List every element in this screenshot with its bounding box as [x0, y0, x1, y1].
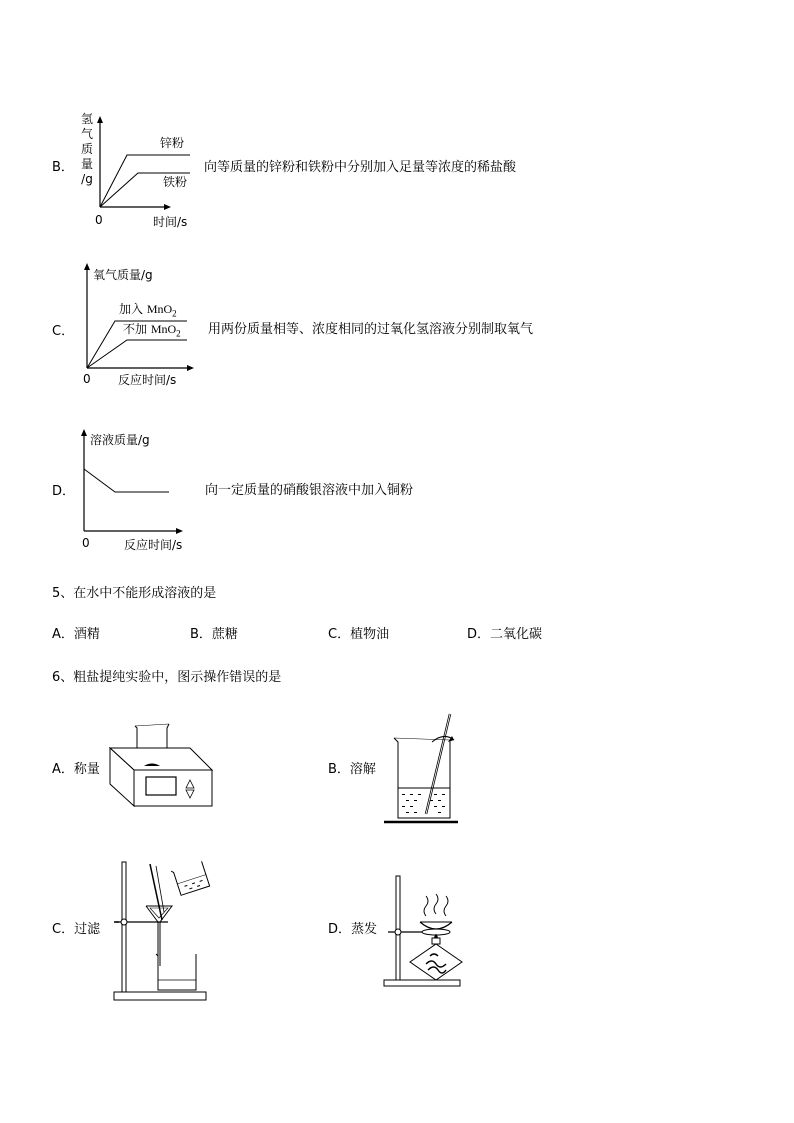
option-d-letter: D． [52, 484, 76, 499]
graph-b-series-zinc: 锌粉 [160, 136, 185, 150]
filtration-apparatus-icon [110, 858, 210, 1004]
beaker-stirring-icon [384, 712, 460, 828]
graph-d-y-label: 溶液质量/g [90, 433, 150, 447]
q5-option-d [467, 627, 542, 643]
graph-b-origin: 0 [95, 213, 103, 227]
graph-b-y-label-char: /g [81, 172, 93, 186]
graph-c-y-arrow [84, 263, 90, 270]
option-c-description: 用两份质量相等、浓度相同的过氧化氢溶液分别制取氧气 [208, 322, 534, 337]
q5-option-c-letter: C． [328, 627, 351, 642]
q5-option-d-letter: D． [467, 627, 491, 642]
graph-c-series-with [119, 302, 177, 320]
q5-option-c [328, 627, 389, 643]
q6-option-a-text: 称量 [73, 762, 100, 777]
q6-option-a [52, 762, 100, 778]
graph-c-without-catalyst-curve [87, 340, 187, 368]
graph-d-solution-mass-curve [84, 469, 169, 492]
graph-c-series-with-prefix: 加入 [119, 302, 147, 316]
graph-c-x-label: 反应时间/s [118, 373, 177, 387]
q6-option-d-text: 蒸发 [351, 922, 378, 937]
graph-d-origin: 0 [82, 536, 90, 550]
option-b-letter: B． [52, 160, 74, 175]
graph-b-y-label [80, 112, 94, 187]
graph-b-x-arrow [164, 204, 171, 210]
q5-option-a-letter: A． [52, 627, 74, 642]
q5-option-d-text: 二氧化碳 [490, 627, 543, 642]
question-6-stem: 6、粗盐提纯实验中，图示操作错误的是 [52, 670, 282, 685]
graph-c-y-label: 氧气质量/g [93, 268, 153, 282]
graph-b-y-label-char: 氢 [80, 112, 93, 126]
q6-option-c [52, 922, 100, 938]
graph-c-origin: 0 [83, 372, 91, 386]
graph-d-x-label: 反应时间/s [124, 538, 183, 552]
graph-b-y-label-char: 气 [80, 127, 93, 141]
graph-b-y-arrow [97, 116, 103, 123]
q5-option-b [190, 627, 238, 643]
option-c-letter: C． [52, 324, 75, 339]
q6-option-a-letter: A． [52, 762, 74, 777]
q5-option-c-text: 植物油 [350, 627, 390, 642]
q6-option-c-text: 过滤 [74, 922, 101, 937]
graph-b-x-label: 时间/s [153, 215, 188, 229]
option-d-description: 向一定质量的硝酸银溶液中加入铜粉 [205, 483, 414, 498]
graph-c-series-with-formula: MnO [146, 302, 173, 316]
graph-c-x-arrow [187, 365, 194, 371]
q6-option-c-letter: C． [52, 922, 75, 937]
graph-c-series-without-prefix: 不加 [123, 322, 151, 336]
graph-b-y-label-char: 量 [80, 157, 93, 171]
q6-option-b [328, 762, 376, 778]
q6-option-b-letter: B． [328, 762, 350, 777]
q5-option-b-letter: B． [190, 627, 212, 642]
graph-c-series-without-formula: MnO [150, 322, 177, 336]
graph-b-y-label-char: 质 [80, 142, 93, 156]
option-b-description: 向等质量的锌粉和铁粉中分别加入足量等浓度的稀盐酸 [204, 160, 517, 175]
q5-option-b-text: 蔗糖 [211, 627, 238, 642]
graph-c-series-with-subscript: 2 [172, 308, 177, 319]
q6-option-b-text: 溶解 [349, 762, 376, 777]
graph-b-series-iron: 铁粉 [163, 175, 188, 189]
balance-weighing-icon [108, 720, 214, 812]
graph-d-y-arrow [81, 429, 87, 436]
q6-option-d-letter: D． [328, 922, 352, 937]
evaporation-apparatus-icon [382, 872, 466, 992]
q6-option-d [328, 922, 377, 938]
graph-c-series-without-subscript: 2 [176, 328, 181, 339]
q5-option-a [52, 627, 100, 643]
graph-d-x-arrow [176, 528, 183, 534]
graph-c-series-without [123, 322, 181, 340]
question-5-stem: 5、在水中不能形成溶液的是 [52, 586, 217, 601]
graph-b-plot [95, 115, 175, 215]
q5-option-a-text: 酒精 [73, 627, 100, 642]
